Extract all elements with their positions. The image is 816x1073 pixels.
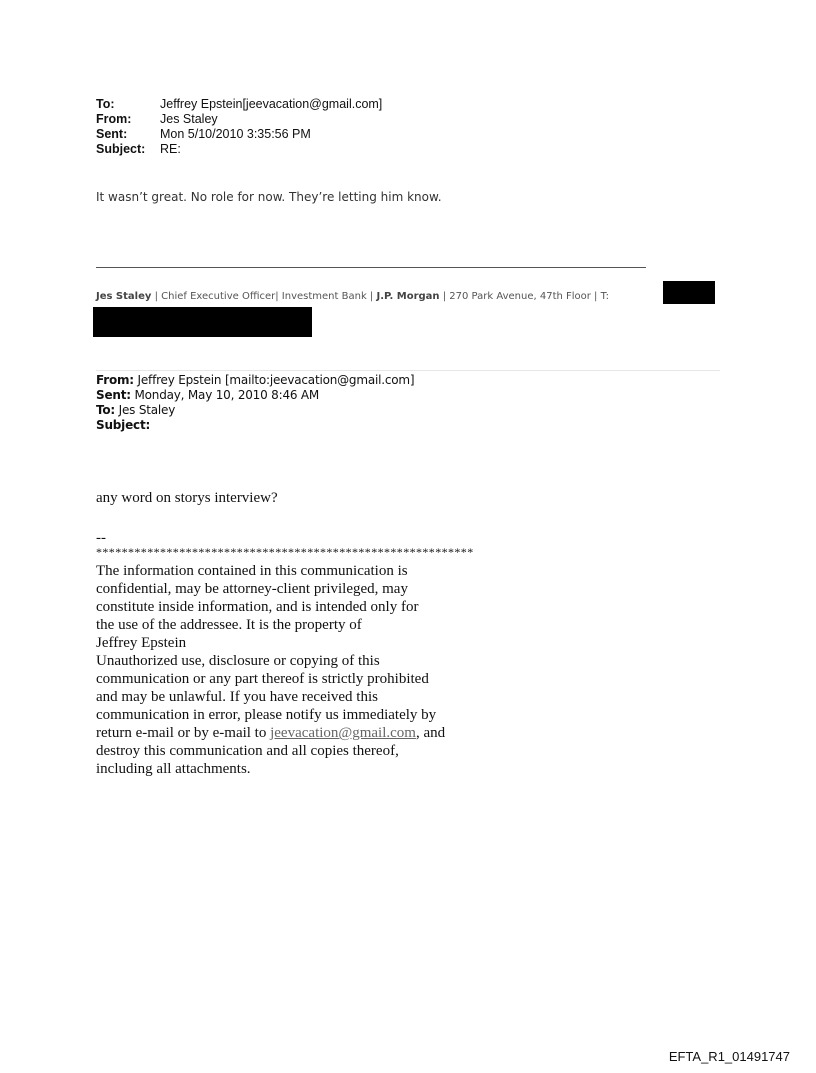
- confidentiality-disclaimer: [96, 562, 496, 778]
- asterisk-divider: ***********************************************************: [96, 545, 474, 559]
- signature-title: | Chief Executive Officer| Investment Bank |: [151, 291, 377, 302]
- to-row: [96, 97, 382, 112]
- email-link[interactable]: jeevacation@gmail.com: [270, 725, 416, 741]
- disclaimer-line: confidential, may be attorney-client privileged, may: [96, 581, 408, 597]
- disclaimer-line: communication in error, please notify us immediately by: [96, 707, 437, 723]
- disclaimer-line: Unauthorized use, disclosure or copying of this: [96, 653, 380, 669]
- disclaimer-line: The information contained in this communication is: [96, 563, 408, 579]
- original-from-label: From:: [96, 373, 134, 387]
- original-from-value: Jeffrey Epstein [mailto:jeevacation@gmail.com]: [133, 373, 415, 387]
- original-to-row: [96, 403, 414, 418]
- disclaimer-line: communication or any part thereof is strictly prohibited: [96, 671, 429, 687]
- subject-row: [96, 142, 382, 157]
- original-to-value: Jes Staley: [115, 403, 176, 417]
- disclaimer-text: return e-mail or by e-mail to: [96, 725, 271, 741]
- original-sent-value: Monday, May 10, 2010 8:46 AM: [130, 388, 320, 402]
- from-value: Jes Staley: [160, 112, 218, 126]
- from-label: From:: [96, 112, 132, 126]
- email-header: [96, 97, 382, 157]
- disclaimer-line: the use of the addressee. It is the property of: [96, 617, 362, 633]
- from-row: [96, 112, 382, 127]
- original-sent-label: Sent:: [96, 388, 131, 402]
- sent-row: [96, 127, 382, 142]
- signature-company: J.P. Morgan: [376, 291, 440, 302]
- disclaimer-line: Jeffrey Epstein: [96, 635, 187, 651]
- subject-value: RE:: [160, 142, 181, 156]
- original-to-label: To:: [96, 403, 116, 417]
- disclaimer-line: constitute inside information, and is intended only for: [96, 599, 419, 615]
- signature-address: | 270 Park Avenue, 47th Floor | T:: [439, 291, 609, 302]
- subject-label: Subject:: [96, 142, 146, 156]
- sent-value: Mon 5/10/2010 3:35:56 PM: [160, 127, 311, 141]
- disclaimer-line: destroy this communication and all copies thereof,: [96, 743, 399, 759]
- redaction-box-phone: [663, 281, 715, 304]
- disclaimer-line: and may be unlawful. If you have received this: [96, 689, 378, 705]
- sent-label: Sent:: [96, 127, 128, 141]
- to-value: Jeffrey Epstein[jeevacation@gmail.com]: [160, 97, 383, 111]
- reply-body: It wasn’t great. No role for now. They’re letting him know.: [96, 190, 442, 204]
- redaction-box-contact: [93, 307, 312, 337]
- original-subject-label: Subject:: [96, 418, 151, 432]
- original-message-header: [96, 373, 414, 433]
- signature-divider: [96, 267, 646, 268]
- disclaimer-line: including all attachments.: [96, 761, 251, 777]
- original-message-divider: [96, 370, 720, 371]
- to-label: To:: [96, 97, 115, 111]
- original-sent-row: [96, 388, 414, 403]
- original-from-row: [96, 373, 414, 388]
- signature-dashes: --: [96, 530, 106, 546]
- disclaimer-line: [96, 724, 496, 742]
- signature-line: [96, 291, 609, 302]
- original-subject-row: [96, 418, 414, 433]
- original-body: any word on storys interview?: [96, 490, 278, 506]
- document-id: EFTA_R1_01491747: [668, 1049, 790, 1064]
- signature-name: Jes Staley: [96, 291, 152, 302]
- disclaimer-text: , and: [415, 725, 446, 741]
